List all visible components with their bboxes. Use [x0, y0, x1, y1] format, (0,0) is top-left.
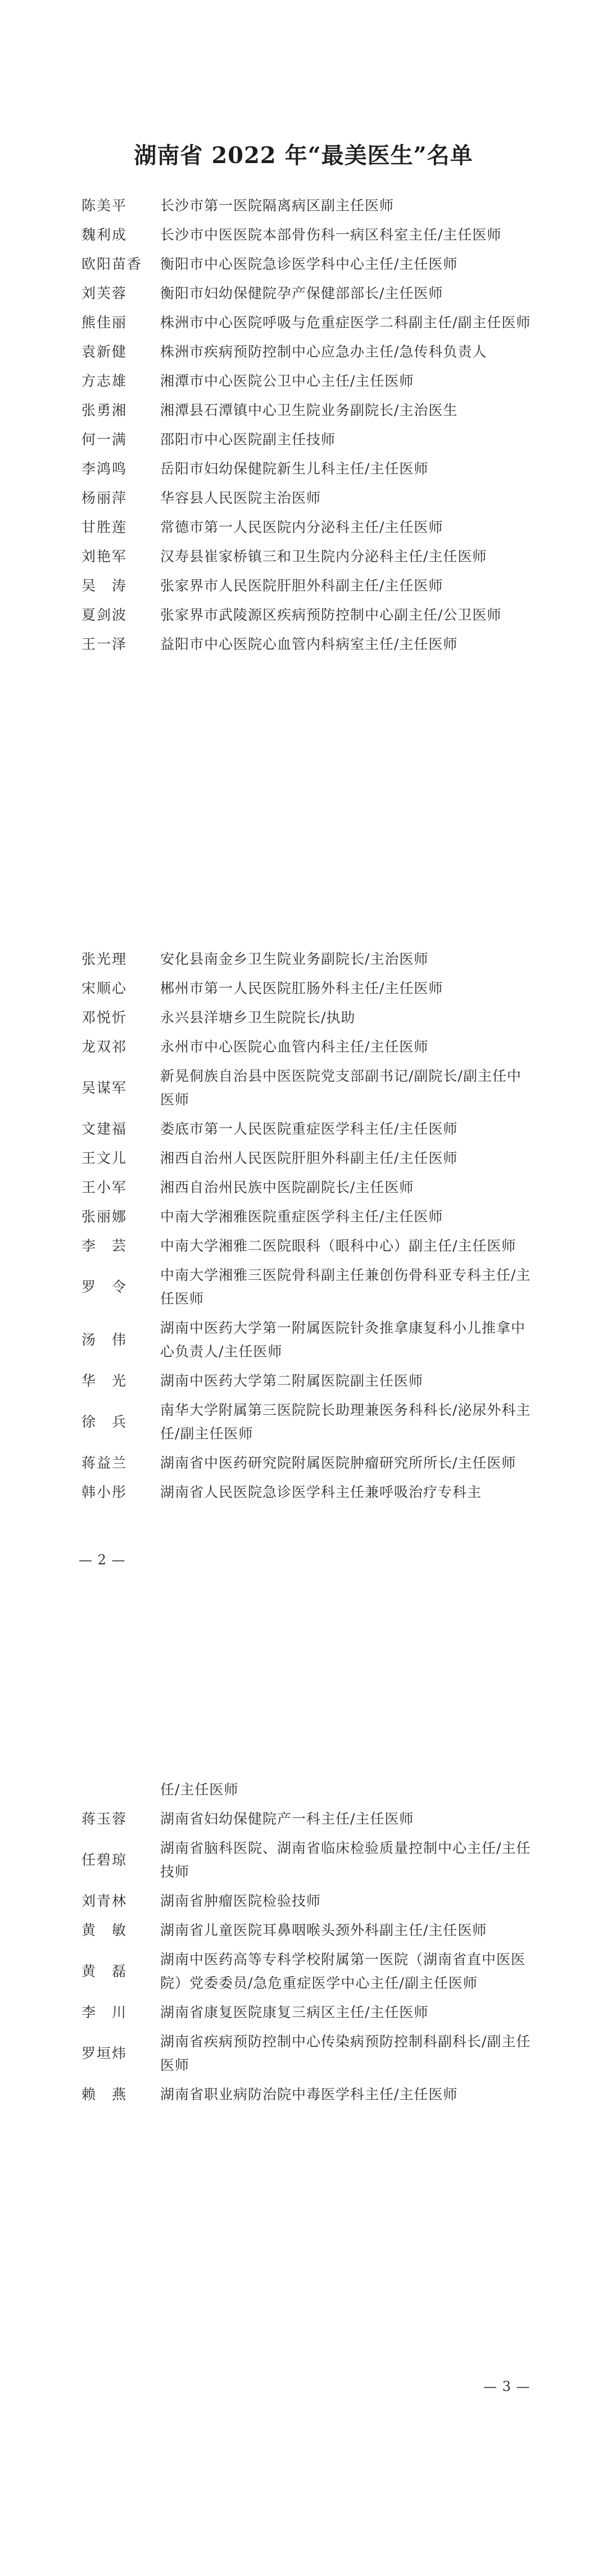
doctor-entry: [81, 977, 531, 1000]
doctor-entry: [81, 1369, 531, 1393]
doctor-title: 中南大学湘雅二医院眼科（眼科中心）副主任/主任医师: [160, 1238, 517, 1254]
page-1: [0, 0, 607, 922]
doctor-name: 夏剑波: [81, 607, 128, 623]
doctor-entry: [81, 369, 531, 393]
doctor-name: 李 芸: [81, 1238, 128, 1254]
doctor-title: 株洲市中心医院呼吸与危重症医学二科副主任/副主任医师: [160, 314, 531, 331]
doctor-name: 韩小彤: [81, 1484, 128, 1500]
doctor-name: 黄 磊: [81, 1963, 128, 1979]
doctor-entry: [81, 1176, 531, 1199]
doctor-title: 衡阳市中心医院急诊医学科中心主任/主任医师: [160, 256, 458, 272]
doctor-name: 王小军: [81, 1179, 128, 1195]
doctor-name: 宋顺心: [81, 980, 128, 996]
doctor-entry: [81, 428, 531, 452]
doctor-title: 湘潭县石潭镇中心卫生院业务副院长/主治医生: [160, 402, 458, 418]
doctor-name: 邓悦忻: [81, 1009, 128, 1026]
doctor-name: 汤 伟: [81, 1332, 128, 1348]
doctor-title: 湖南省中医药研究院附属医院肿瘤研究所所长/主任医师: [160, 1455, 517, 1471]
doctor-entry: [81, 1398, 531, 1446]
doctor-entry: [81, 457, 531, 481]
doctor-title: 张家界市武陵源区疾病预防控制中心副主任/公卫医师: [160, 607, 502, 623]
doctor-title: 常德市第一人民医院内分泌科主任/主任医师: [160, 519, 443, 535]
doctor-title: 湖南省妇幼保健院产一科主任/主任医师: [160, 1811, 414, 1827]
doctor-title: 湖南省康复医院康复三病区主任/主任医师: [160, 2004, 429, 2020]
doctor-title: 华容县人民医院主治医师: [160, 490, 321, 506]
doctor-title: 张家界市人民医院肝胆外科副主任/主任医师: [160, 578, 443, 594]
doctor-title: 湖南省脑科医院、湖南省临床检验质量控制中心主任/主任技师: [160, 1840, 531, 1880]
doctor-entry: [81, 1807, 531, 1831]
doctor-name: 刘青林: [81, 1893, 128, 1909]
doctor-entry: [81, 486, 531, 510]
doctor-name: 赖 燕: [81, 2086, 128, 2103]
doctor-name: 陈美平: [81, 197, 128, 214]
doctor-title: 中南大学湘雅医院重症医学科主任/主任医师: [160, 1208, 443, 1225]
doctor-name: 杨丽萍: [81, 490, 128, 506]
doctor-name: 方志雄: [81, 373, 128, 389]
doctor-entry: [81, 545, 531, 569]
doctor-entry: [81, 340, 531, 364]
doctor-name: 刘芙蓉: [81, 285, 128, 301]
doctor-title: 湖南省职业病防治院中毒医学科主任/主任医师: [160, 2086, 458, 2103]
doctor-entry: [81, 1316, 531, 1364]
doctor-title: 湖南省儿童医院耳鼻咽喉头颈外科副主任/主任医师: [160, 1922, 487, 1938]
doctor-entry: [81, 1481, 531, 1504]
doctor-title: 郴州市第一人民医院肛肠外科主任/主任医师: [160, 980, 443, 996]
doctor-entry: [81, 1006, 531, 1030]
document-title: 湖南省 2022 年“最美医生”名单: [134, 142, 473, 169]
doctor-entry: [81, 2001, 531, 2024]
doctor-name: 王文儿: [81, 1150, 128, 1166]
doctor-entry: [81, 1889, 531, 1913]
doctor-title: 湖南中医药大学第二附属医院副主任医师: [160, 1373, 424, 1389]
doctor-title: 长沙市中医医院本部骨伤科一病区科室主任/主任医师: [160, 227, 502, 243]
doctor-name: 蒋益兰: [81, 1455, 128, 1471]
doctor-entry: [81, 1264, 531, 1311]
doctor-name: 罗垣炜: [81, 2045, 128, 2061]
doctor-name: 张丽娜: [81, 1208, 128, 1225]
doctor-title: 湘西自治州人民医院肝胆外科副主任/主任医师: [160, 1150, 458, 1166]
doctor-title: 衡阳市妇幼保健院孕产保健部部长/主任医师: [160, 285, 443, 301]
doctor-name: 龙双祁: [81, 1039, 128, 1055]
doctor-title: 永州市中心医院心血管内科主任/主任医师: [160, 1039, 429, 1055]
doctor-title: 湖南省疾病预防控制中心传染病预防控制科副科长/副主任医师: [160, 2033, 531, 2073]
doctor-title: 株洲市疾病预防控制中心应急办主任/急传科负责人: [160, 344, 487, 360]
doctor-entry: [81, 2083, 531, 2106]
doctor-title: 湖南中医药大学第一附属医院针灸推拿康复科小儿推拿中心负责人/主任医师: [160, 1320, 526, 1360]
page-2: [0, 922, 607, 1754]
doctor-title: 永兴县洋塘乡卫生院院长/执助: [160, 1009, 356, 1026]
doctor-name: 何一满: [81, 431, 128, 448]
doctor-name: 罗 令: [81, 1279, 128, 1295]
doctor-entry: [81, 399, 531, 422]
doctor-entry: [81, 1948, 531, 1995]
doctor-entry: [81, 948, 531, 971]
doctor-entry: [81, 603, 531, 627]
doctor-title: 湘潭市中心医院公卫中心主任/主任医师: [160, 373, 414, 389]
doctor-entry: [81, 633, 531, 656]
doctor-title: 湖南中医药高等专科学校附属第一医院（湖南省直中医医院）党委委员/急危重症医学中心主任/副主任医师: [160, 1951, 526, 1991]
doctor-title: 长沙市第一医院隔离病区副主任医师: [160, 197, 395, 214]
doctor-name: 李鸿鸣: [81, 461, 128, 477]
doctor-list: [81, 948, 531, 1510]
doctor-entry: [81, 194, 531, 218]
doctor-entry: [81, 311, 531, 335]
doctor-title: 中南大学湘雅三医院骨科副主任兼创伤骨科亚专科主任/主任医师: [160, 1267, 531, 1307]
doctor-name: 张勇湘: [81, 402, 128, 418]
doctor-title: 娄底市第一人民医院重症医学科主任/主任医师: [160, 1121, 458, 1137]
doctor-list: [81, 194, 531, 662]
doctor-name: 蒋玉蓉: [81, 1811, 128, 1827]
doctor-title: 新晃侗族自治县中医医院党支部副书记/副院长/副主任中医师: [160, 1068, 522, 1108]
doctor-title: 湖南省人民医院急诊医学科主任兼呼吸治疗专科主: [160, 1484, 482, 1500]
doctor-title: 湘西自治州民族中医院副院长/主任医师: [160, 1179, 414, 1195]
doctor-list: [81, 1778, 531, 2112]
doctor-name: 华 光: [81, 1373, 128, 1389]
doctor-entry: [81, 1035, 531, 1059]
doctor-entry: [81, 1234, 531, 1258]
doctor-title: 安化县南金乡卫生院业务副院长/主治医师: [160, 951, 429, 967]
doctor-entry: [81, 1451, 531, 1475]
doctor-name: 吴 涛: [81, 578, 128, 594]
doctor-entry: [81, 574, 531, 598]
doctor-entry: [81, 252, 531, 276]
doctor-name: 吴谋军: [81, 1080, 128, 1096]
doctor-name: 魏利成: [81, 227, 128, 243]
doctor-title: 南华大学附属第三医院院长助理兼医务科科长/泌尿外科主任/副主任医师: [160, 1402, 531, 1442]
page-number: — 2 —: [79, 1552, 126, 1568]
doctor-name: 徐 兵: [81, 1414, 128, 1430]
doctor-title: 益阳市中心医院心血管内科病室主任/主任医师: [160, 636, 458, 652]
continued-title: 任/主任医师: [160, 1781, 239, 1798]
doctor-entry: [81, 1205, 531, 1229]
doctor-name: 熊佳丽: [81, 314, 128, 331]
doctor-entry: [81, 282, 531, 305]
doctor-entry: [81, 1919, 531, 1942]
doctor-name: 刘艳军: [81, 548, 128, 565]
doctor-entry: [81, 1064, 531, 1112]
page-3: [0, 1754, 607, 2576]
doctor-entry: [81, 1837, 531, 1884]
doctor-name: 任碧琼: [81, 1852, 128, 1868]
doctor-name: 李 川: [81, 2004, 128, 2020]
doctor-title: 岳阳市妇幼保健院新生儿科主任/主任医师: [160, 461, 429, 477]
doctor-name: 甘胜莲: [81, 519, 128, 535]
doctor-name: 袁新健: [81, 344, 128, 360]
doctor-entry: [81, 516, 531, 539]
doctor-title: 汉寿县崔家桥镇三和卫生院内分泌科主任/主任医师: [160, 548, 487, 565]
doctor-name: 张光理: [81, 951, 128, 967]
doctor-title: 湖南省肿瘤医院检验技师: [160, 1893, 321, 1909]
doctor-entry: [81, 223, 531, 247]
doctor-name: 黄 敏: [81, 1922, 128, 1938]
doctor-entry: [81, 2030, 531, 2077]
doctor-entry: [81, 1147, 531, 1170]
page-number: — 3 —: [483, 2379, 531, 2394]
doctor-title: 邵阳市中心医院副主任技师: [160, 431, 336, 448]
doctor-name: 文建福: [81, 1121, 128, 1137]
doctor-name: 欧阳苗香: [81, 256, 143, 272]
doctor-name: 王一泽: [81, 636, 128, 652]
doctor-entry: [81, 1117, 531, 1141]
